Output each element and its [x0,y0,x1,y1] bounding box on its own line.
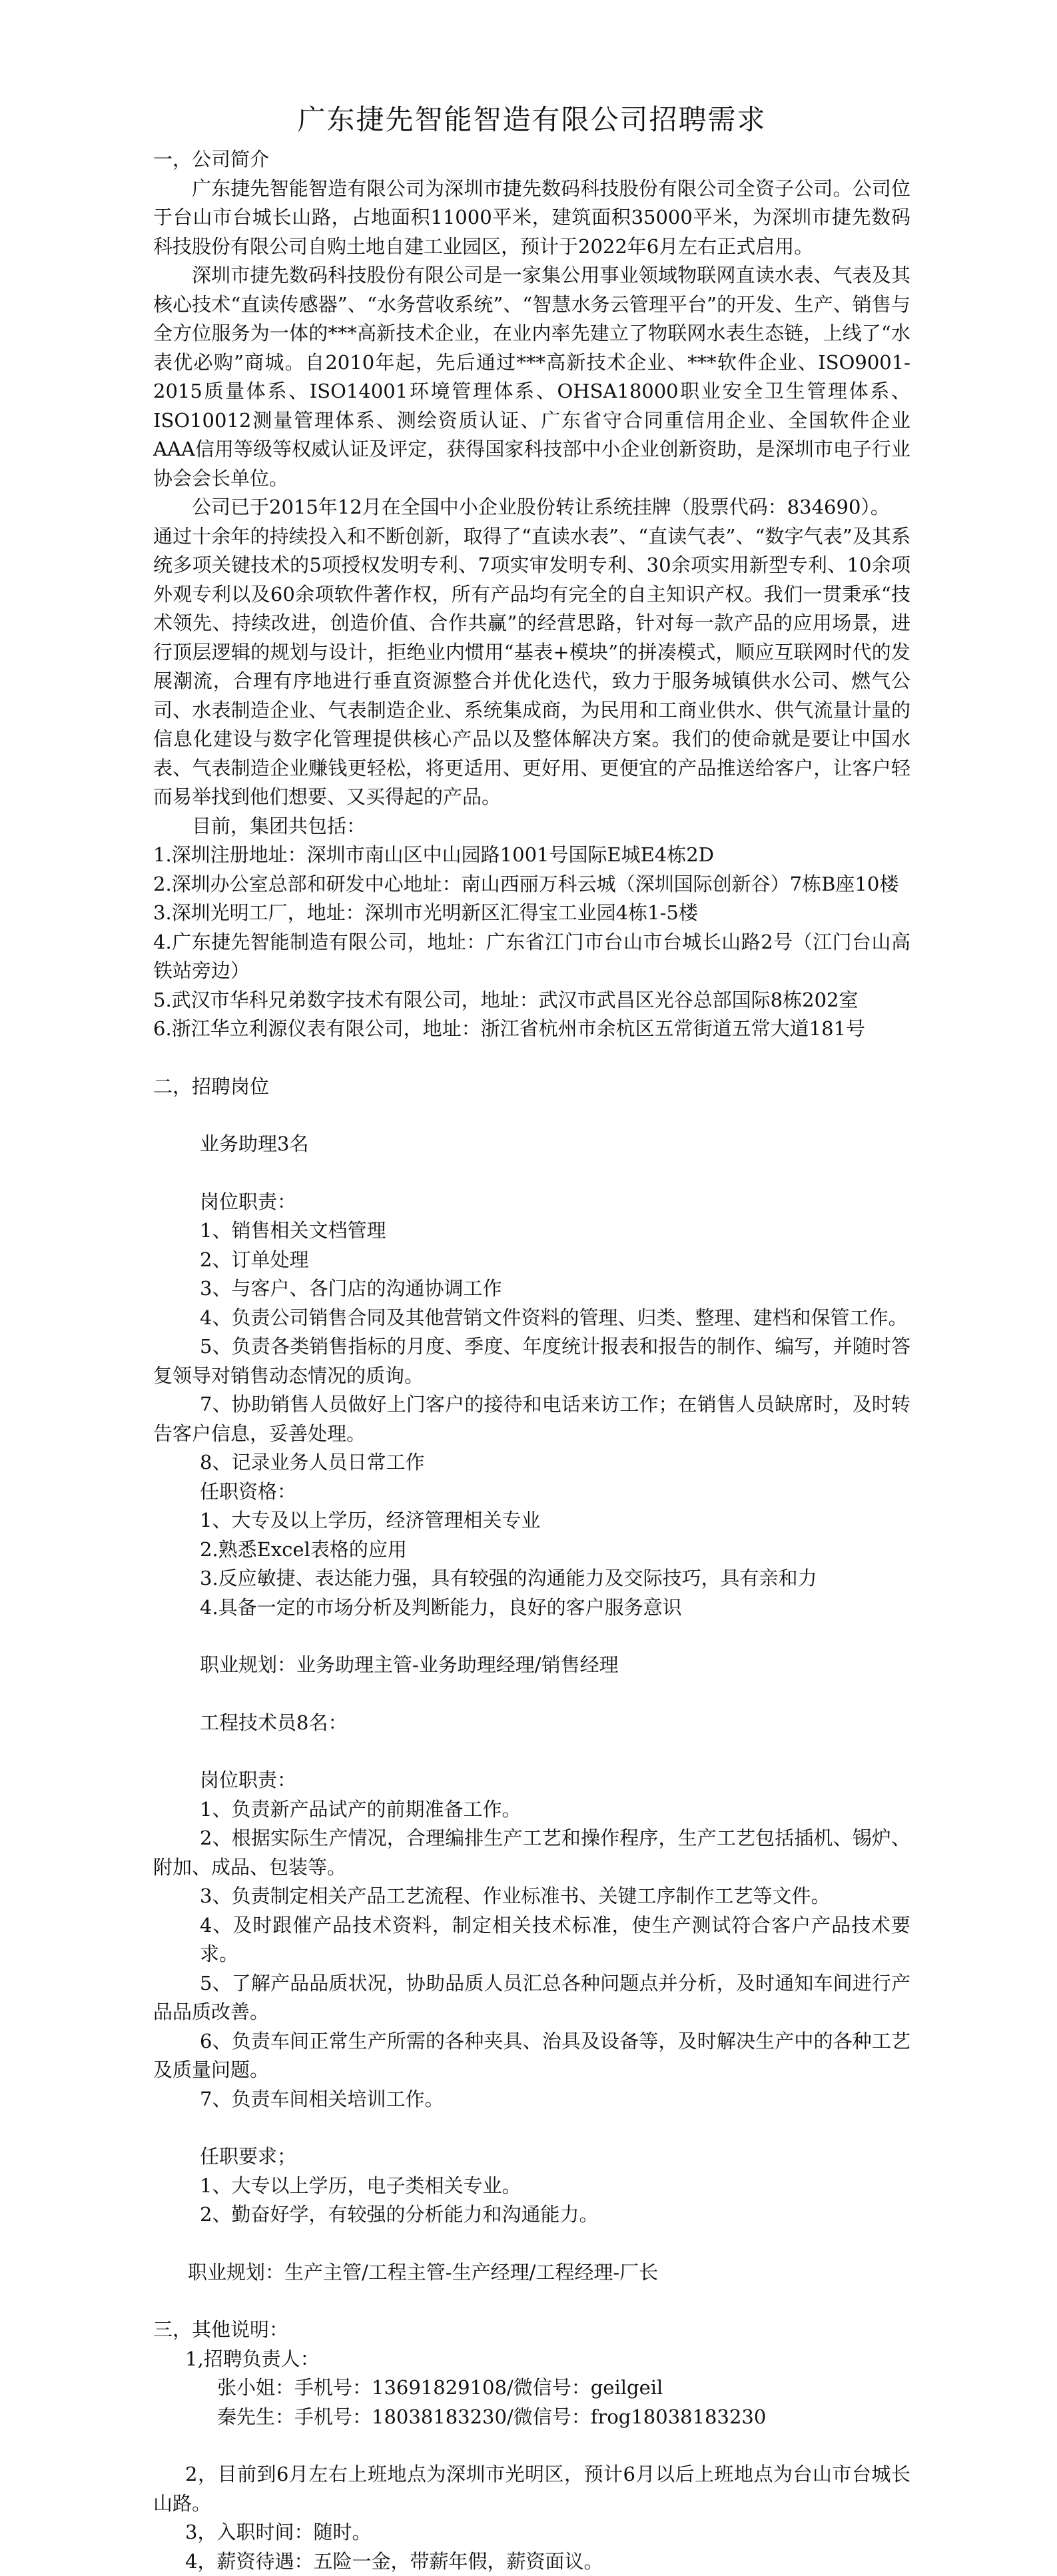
section-heading-intro: 一，公司简介 [153,145,910,175]
job1-req: 4.具备一定的市场分析及判断能力，良好的客户服务意识 [153,1593,910,1623]
job2-duty: 5、了解产品品质状况，协助品质人员汇总各种问题点并分析，及时通知车间进行产品品质改善。 [153,1969,910,2027]
job1-duty: 1、销售相关文档管理 [153,1216,910,1246]
page-title: 广东捷先智能智造有限公司招聘需求 [153,100,910,140]
intro-paragraph-3: 公司已于2015年12月在全国中小企业股份转让系统挂牌（股票代码：834690）。 [153,493,910,522]
job2-duty: 3、负责制定相关产品工艺流程、作业标准书、关键工序制作工艺等文件。 [153,1882,910,1911]
contact-person: 张小姐：手机号：13691829108/微信号：geilgeil [153,2373,910,2403]
group-intro: 目前，集团共包括： [153,812,910,841]
intro-paragraph-1: 广东捷先智能智造有限公司为深圳市捷先数码科技股份有限公司全资子公司。公司位于台山市台城长山路，占地面积11000平米，建筑面积35000平米，为深圳市捷先数码科技股份有限公司自购土地自建工业园区，预计于2022年6月左右正式启用。 [153,175,910,262]
job2-req-heading: 任职要求； [153,2142,910,2172]
job1-duty: 5、负责各类销售指标的月度、季度、年度统计报表和报告的制作、编写，并随时答复领导对销售动态情况的质询。 [153,1332,910,1390]
job2-duty: 2、根据实际生产情况，合理编排生产工艺和操作程序，生产工艺包括插机、锡炉、附加、成品、包装等。 [153,1824,910,1882]
job1-career: 职业规划：业务助理主管-业务助理经理/销售经理 [153,1651,910,1680]
job1-req-heading: 任职资格： [153,1478,910,1507]
section-heading-jobs: 二，招聘岗位 [153,1073,910,1102]
job2-career: 职业规划：生产主管/工程主管-生产经理/工程经理-厂长 [153,2258,910,2288]
job2-duty: 6、负责车间正常生产所需的各种夹具、治具及设备等，及时解决生产中的各种工艺及质量问题。 [153,2027,910,2085]
group-item-6: 6.浙江华立利源仪表有限公司，地址：浙江省杭州市余杭区五常街道五常大道181号 [153,1015,910,1044]
job1-req: 3.反应敏捷、表达能力强，具有较强的沟通能力及交际技巧，具有亲和力 [153,1564,910,1593]
job1-duty: 7、协助销售人员做好上门客户的接待和电话来访工作；在销售人员缺席时，及时转告客户信息，妥善处理。 [153,1390,910,1448]
job1-req: 2.熟悉Excel表格的应用 [153,1535,910,1565]
other-item: 3，入职时间：随时。 [153,2518,910,2547]
job2-req: 2、勤奋好学，有较强的分析能力和沟通能力。 [153,2200,910,2230]
contact-person: 秦先生：手机号：18038183230/微信号：frog18038183230 [153,2403,910,2432]
group-item-4: 4.广东捷先智能制造有限公司，地址：广东省江门市台山市台城长山路2号（江门台山高铁站旁边） [153,928,910,986]
group-item-3: 3.深圳光明工厂，地址：深圳市光明新区汇得宝工业园4栋1-5楼 [153,899,910,928]
job1-duties-heading: 岗位职责： [153,1188,910,1217]
intro-paragraph-2: 深圳市捷先数码科技股份有限公司是一家集公用事业领域物联网直读水表、气表及其核心技术“直读传感器”、“水务营收系统”、“智慧水务云管理平台”的开发、生产、销售与全方位服务为一体的***高新技术企业，在业内率先建立了物联网水表生态链，上线了“水表优必购”商城。自2010年起，先后通过***高新技术企业、***软件企业、ISO9001-2015质量体系、ISO14001环境管理体系、OHSA18000职业安全卫生管理体系、ISO10012测量管理体系、测绘资质认证、广东省守合同重信用企业、全国软件企业AAA信用等级等权威认证及评定，获得国家科技部中小企业创新资助，是深圳市电子行业协会会长单位。 [153,261,910,493]
group-item-2: 2.深圳办公室总部和研发中心地址：南山西丽万科云城（深圳国际创新谷）7栋B座10楼 [153,870,910,899]
job1-duty: 3、与客户、各门店的沟通协调工作 [153,1274,910,1304]
job1-title: 业务助理3名 [153,1130,910,1159]
group-item-1: 1.深圳注册地址：深圳市南山区中山园路1001号国际E城E4栋2D [153,841,910,870]
job1-duty: 4、负责公司销售合同及其他营销文件资料的管理、归类、整理、建档和保管工作。 [153,1304,910,1333]
intro-paragraph-4: 通过十余年的持续投入和不断创新，取得了“直读水表”、“直读气表”、“数字气表”及其系统多项关键技术的5项授权发明专利、7项实审发明专利、30余项实用新型专利、10余项外观专利以及60余项软件著作权，所有产品均有完全的自主知识产权。我们一贯秉承“技术领先、持续改进，创造价值、合作共赢”的经营思路，针对每一款产品的应用场景，进行顶层逻辑的规划与设计，拒绝业内惯用“基表+模块”的拼凑模式，顺应互联网时代的发展潮流，合理有序地进行垂直资源整合并优化迭代，致力于服务城镇供水公司、燃气公司、水表制造企业、气表制造企业、系统集成商，为民用和工商业供水、供气流量计量的信息化建设与数字化管理提供核心产品以及整体解决方案。我们的使命就是要让中国水表、气表制造企业赚钱更轻松，将更适用、更好用、更便宜的产品推送给客户，让客户轻而易举找到他们想要、又买得起的产品。 [153,522,910,812]
job2-title: 工程技术员8名： [153,1709,910,1738]
job1-duty: 2、订单处理 [153,1246,910,1275]
group-item-5: 5.武汉市华科兄弟数字技术有限公司，地址：武汉市武昌区光谷总部国际8栋202室 [153,986,910,1015]
job2-duties-heading: 岗位职责： [153,1766,910,1795]
section-heading-other: 三，其他说明： [153,2316,910,2345]
contact-heading: 1,招聘负责人： [153,2345,910,2374]
job1-req: 1、大专及以上学历，经济管理相关专业 [153,1506,910,1535]
job2-req: 1、大专以上学历，电子类相关专业。 [153,2172,910,2201]
other-item: 4，薪资待遇：五险一金，带薪年假，薪资面议。 [153,2547,910,2576]
job2-duty: 7、负责车间相关培训工作。 [153,2085,910,2114]
job2-duty: 1、负责新产品试产的前期准备工作。 [153,1795,910,1825]
job1-duty: 8、记录业务人员日常工作 [153,1448,910,1478]
other-item: 2，目前到6月左右上班地点为深圳市光明区，预计6月以后上班地点为台山市台城长山路。 [153,2460,910,2518]
job2-duty: 4、及时跟催产品技术资料，制定相关技术标准，使生产测试符合客户产品技术要求。 [153,1911,910,1969]
